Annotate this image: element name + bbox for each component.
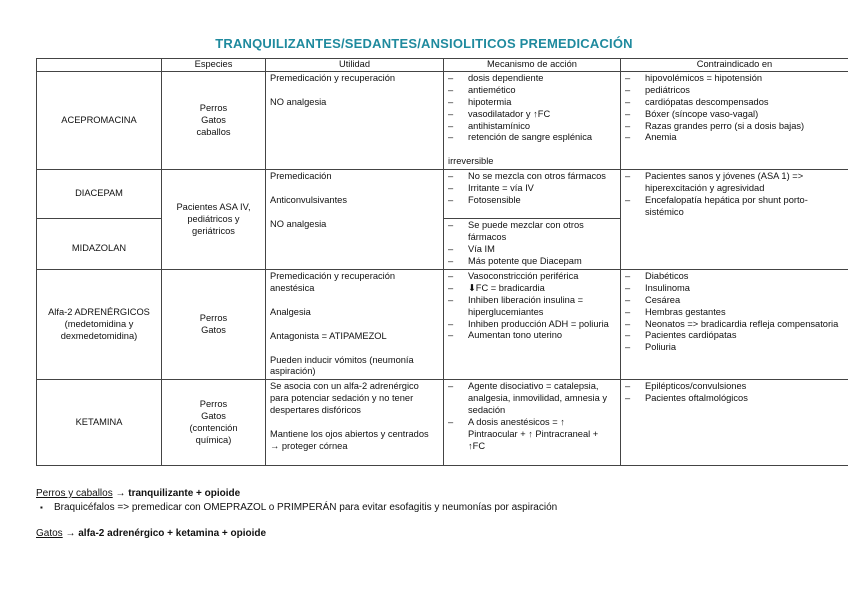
footer-protocol: alfa-2 adrenérgico + ketamina + opioide	[78, 528, 267, 539]
arrow: →	[112, 488, 129, 499]
species-cell	[162, 71, 266, 169]
page-title: TRANQUILIZANTES/SEDANTES/ANSIOLITICOS PREMEDICACIÓN	[215, 36, 633, 51]
mecanismo-cell	[444, 219, 621, 270]
list-item: – Neonatos => bradicardia refleja compensatoria	[625, 319, 844, 331]
mecanismo-cell	[444, 71, 621, 169]
list-item: – No se mezcla con otros fármacos	[448, 171, 616, 183]
drug-name: DIACEPAM	[37, 170, 162, 219]
arrow: →	[62, 528, 79, 539]
drug-name-line: dexmedetomidina)	[60, 330, 138, 341]
species-cell	[162, 269, 266, 379]
list-item: – retención de sangre esplénica	[448, 132, 616, 144]
drug-table	[36, 58, 848, 466]
species-line: Perros	[199, 312, 228, 323]
footer-protocol: tranquilizante + opioide	[128, 488, 241, 499]
drug-name-line: (medetomidina y	[64, 318, 134, 329]
list-item: – Se puede mezclar con otros fármacos	[448, 220, 616, 244]
footer-line-gatos	[36, 528, 266, 539]
table-row	[37, 170, 848, 219]
list-item: – Pacientes sanos y jóvenes (ASA 1) => hiperexcitación y agresividad	[625, 171, 844, 195]
table-row	[37, 71, 848, 169]
species-line: química)	[195, 434, 232, 445]
list-item: – cardiópatas descompensados	[625, 97, 844, 109]
header-especies: Especies	[162, 59, 266, 72]
list-item: – Hembras gestantes	[625, 307, 844, 319]
list-item: – Anemia	[625, 132, 844, 144]
species-line: Gatos	[201, 410, 226, 421]
list-item: – Poliuria	[625, 342, 844, 354]
table-row	[37, 269, 848, 379]
drug-name: KETAMINA	[37, 380, 162, 466]
drug-name: ACEPROMACINA	[37, 71, 162, 169]
list-item: – vasodilatador y ↑FC	[448, 109, 616, 121]
species-line: caballos	[196, 126, 231, 137]
header-contraindicado: Contraindicado en	[621, 59, 848, 72]
list-item: – antiemético	[448, 85, 616, 97]
species-line: Pacientes ASA IV,	[176, 201, 251, 212]
utilidad-cell	[266, 380, 444, 466]
footer-subject: Perros y caballos	[36, 488, 113, 499]
list-item: – dosis dependiente	[448, 73, 616, 85]
list-item: – Razas grandes perro (si a dosis bajas)	[625, 121, 844, 133]
contra-cell	[621, 71, 848, 169]
list-item: – Bóxer (síncope vaso-vagal)	[625, 109, 844, 121]
list-item: – hipotermia	[448, 97, 616, 109]
utilidad-line: NO analgesia	[270, 96, 327, 107]
contra-cell	[621, 170, 848, 270]
utilidad-cell	[266, 71, 444, 169]
list-item: – Insulinoma	[625, 283, 844, 295]
utilidad-line: Premedicación y recuperación	[270, 72, 396, 83]
utilidad-line: Mantiene los ojos abiertos y centrados → proteger córnea	[270, 429, 429, 451]
utilidad-line: Se asocia con un alfa-2 adrenérgico para potenciar sedación y no tener despertares disfóricos	[270, 381, 419, 416]
list-item: – pediátricos	[625, 85, 844, 97]
utilidad-line: Pueden inducir vómitos (neumonía aspiración)	[270, 354, 414, 377]
species-line: geriátricos	[192, 225, 235, 236]
footer-subject: Gatos	[36, 528, 63, 539]
species-cell	[162, 170, 266, 270]
header-empty	[37, 59, 162, 72]
table-header-row	[37, 59, 848, 72]
mecanismo-cell	[444, 380, 621, 466]
drug-name: MIDAZOLAN	[37, 219, 162, 270]
list-item: – Irritante = vía IV	[448, 183, 616, 195]
utilidad-line: NO analgesia	[270, 219, 327, 230]
list-item: – antihistamínico	[448, 121, 616, 133]
utilidad-line: Analgesia	[270, 306, 311, 317]
drug-name	[37, 269, 162, 379]
mecanismo-extra: irreversible	[448, 156, 494, 167]
list-item: – ⬇FC = bradicardia	[448, 283, 616, 295]
mecanismo-cell	[444, 269, 621, 379]
mecanismo-cell	[444, 170, 621, 219]
list-item: – Aumentan tono uterino	[448, 330, 616, 342]
footer-bullet: ▪ Braquicéfalos => premedicar con OMEPRAZOL o PRIMPERÁN para evitar esofagitis y neumonías por aspiración	[54, 502, 557, 513]
species-line: (contención	[189, 422, 238, 433]
utilidad-line: Premedicación y recuperación anestésica	[270, 270, 396, 293]
utilidad-cell	[266, 269, 444, 379]
list-item: – Más potente que Diacepam	[448, 256, 616, 268]
species-line: Gatos	[201, 114, 226, 125]
list-item: – hipovolémicos = hipotensión	[625, 73, 844, 85]
header-utilidad: Utilidad	[266, 59, 444, 72]
utilidad-line: Antagonista = ATIPAMEZOL	[270, 330, 387, 341]
list-item: – A dosis anestésicos = ↑ Pintraocular + ↑ Pintracraneal + ↑FC	[448, 417, 616, 453]
list-item: – Vía IM	[448, 244, 616, 256]
utilidad-cell	[266, 170, 444, 270]
utilidad-line: Premedicación	[270, 171, 332, 182]
utilidad-line: Anticonvulsivantes	[270, 195, 347, 206]
species-line: pediátricos y	[187, 213, 240, 224]
footer-line-perros	[36, 488, 240, 499]
species-line: Perros	[199, 102, 228, 113]
list-item: – Inhiben producción ADH = poliuria	[448, 319, 616, 331]
contra-cell	[621, 269, 848, 379]
drug-name-line: Alfa-2 ADRENÉRGICOS	[48, 306, 150, 317]
list-item: – Pacientes oftalmológicos	[625, 393, 844, 405]
species-line: Gatos	[201, 324, 226, 335]
list-item: – Vasoconstricción periférica	[448, 271, 616, 283]
species-cell	[162, 380, 266, 466]
list-item: – Pacientes cardiópatas	[625, 330, 844, 342]
list-item: – Diabéticos	[625, 271, 844, 283]
list-item: – Agente disociativo = catalepsia, analgesia, inmovilidad, amnesia y sedación	[448, 381, 616, 417]
contra-cell	[621, 380, 848, 466]
list-item: – Epilépticos/convulsiones	[625, 381, 844, 393]
header-mecanismo: Mecanismo de acción	[444, 59, 621, 72]
list-item: – Encefalopatía hepática por shunt porto-sistémico	[625, 195, 844, 219]
list-item: – Fotosensible	[448, 195, 616, 207]
list-item: – Cesárea	[625, 295, 844, 307]
list-item: – Inhiben liberación insulina = hiperglucemiantes	[448, 295, 616, 319]
table-row	[37, 380, 848, 466]
species-line: Perros	[199, 399, 228, 409]
